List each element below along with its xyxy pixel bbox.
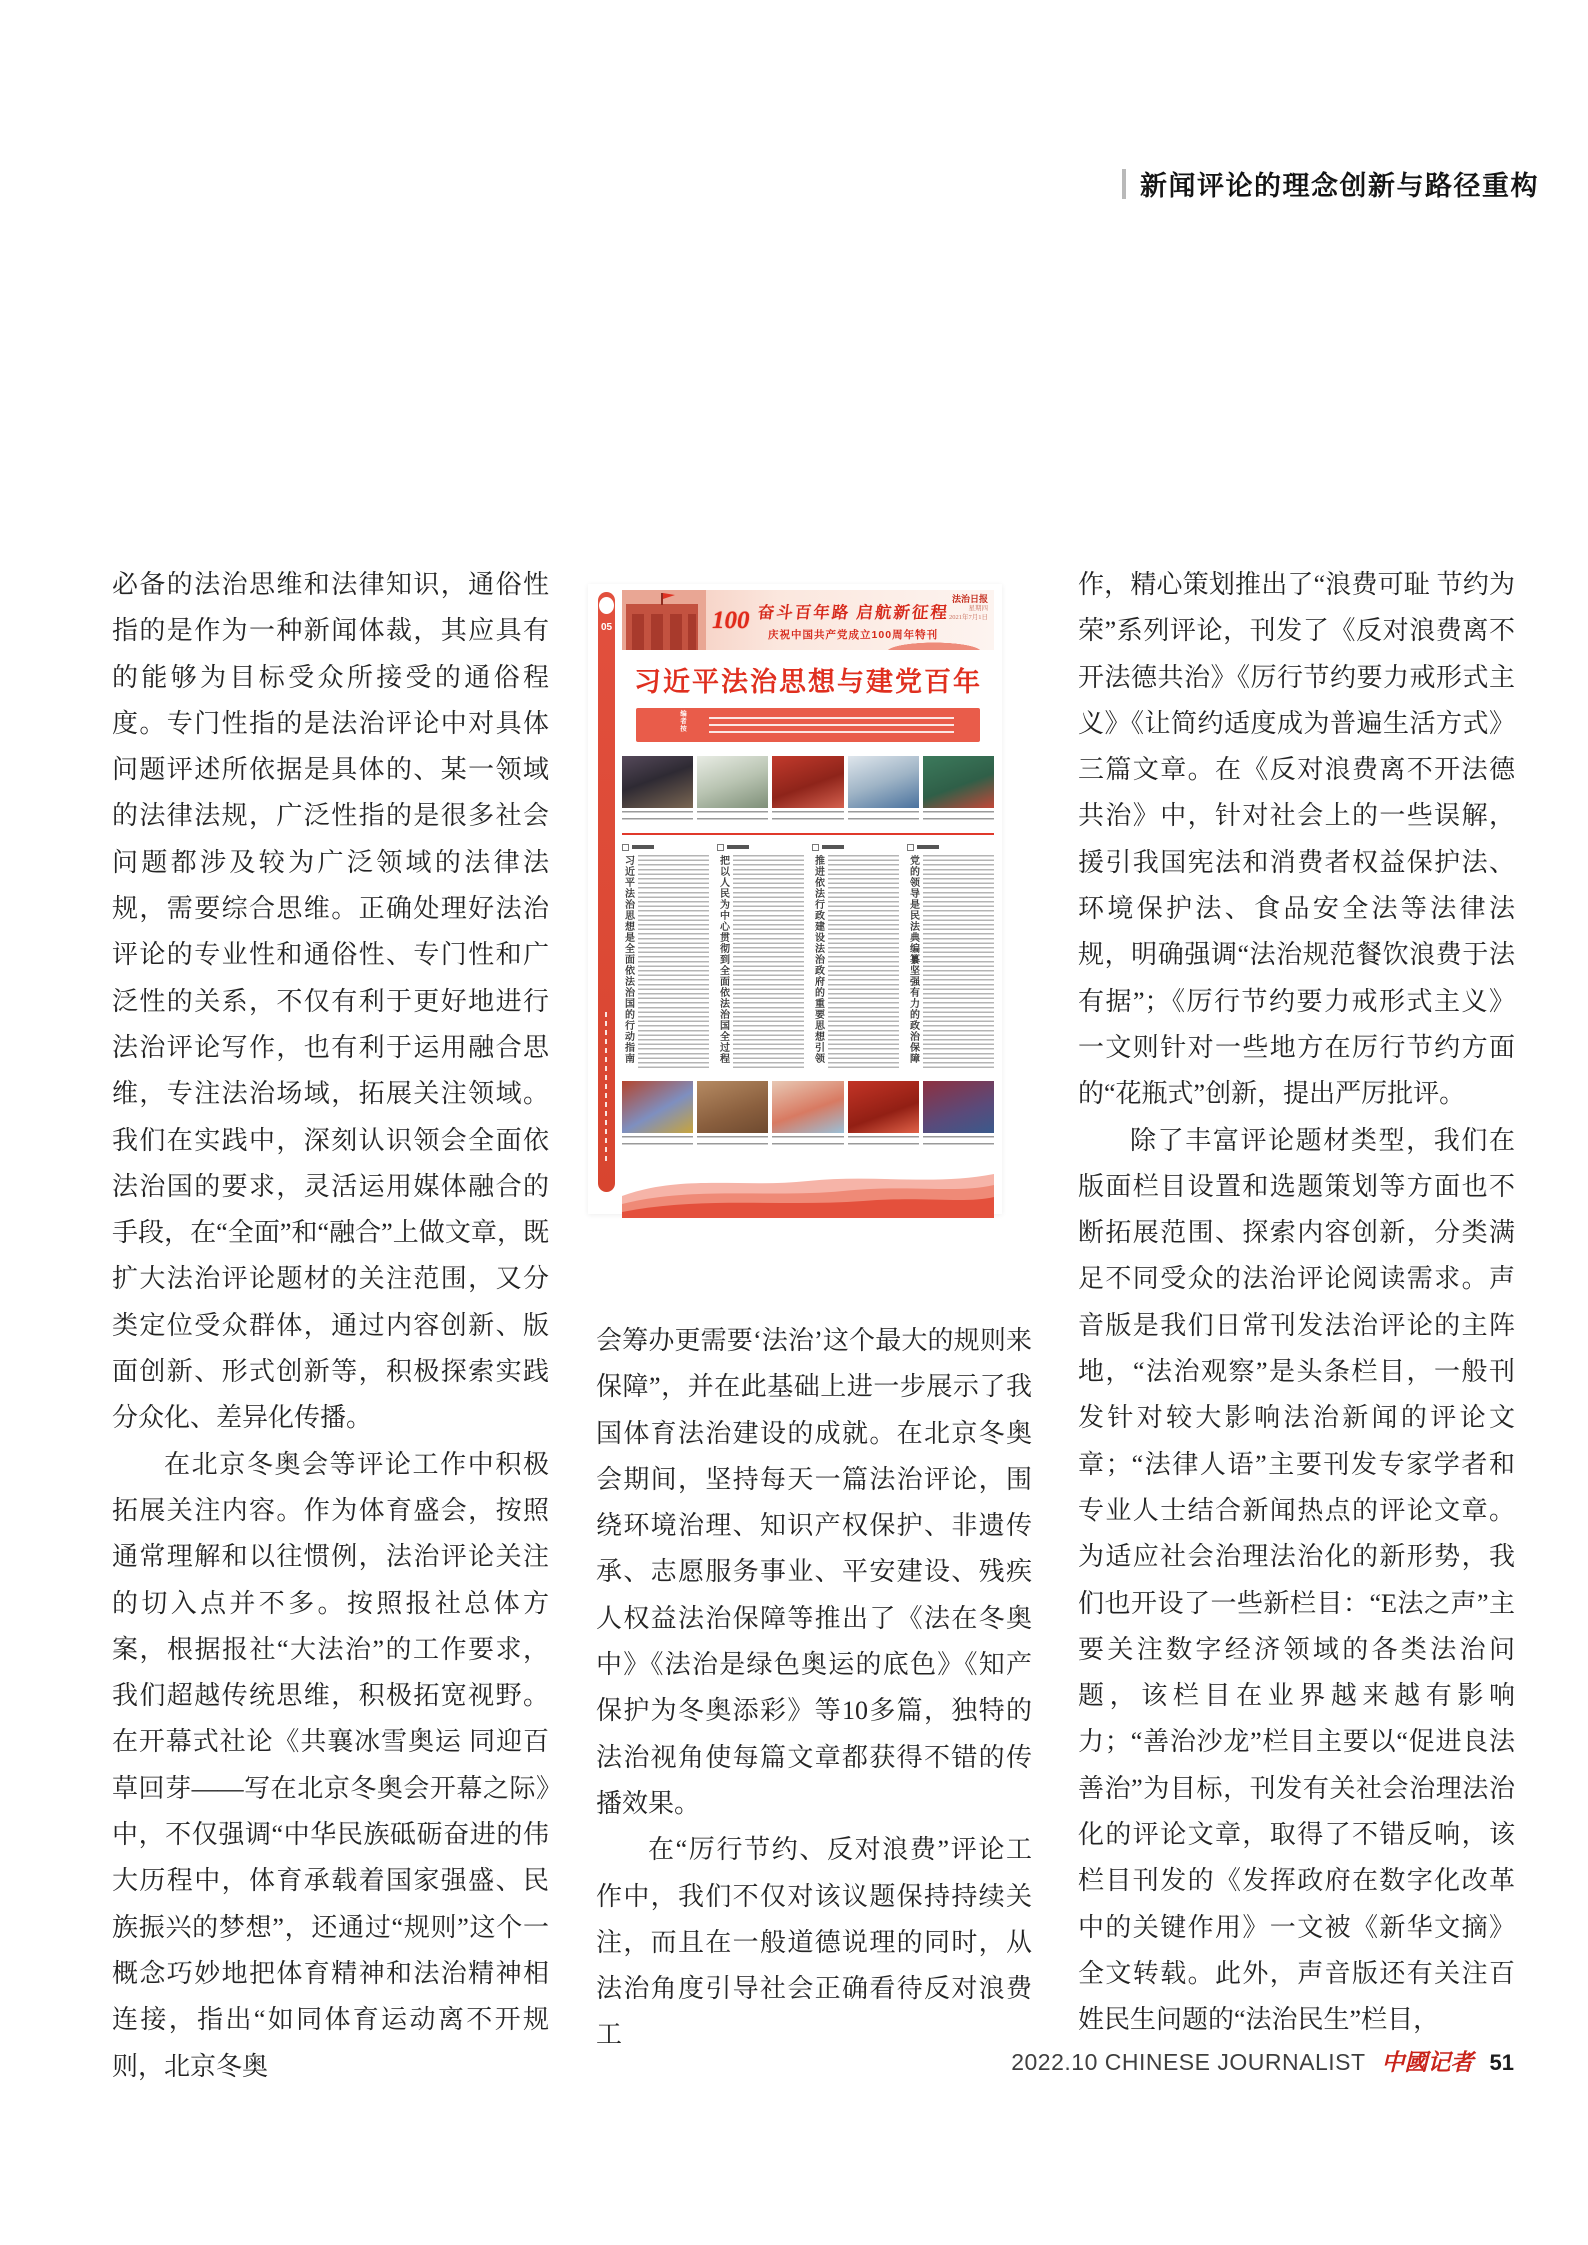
byline-name-placeholder	[822, 845, 844, 849]
newspaper-page-spine	[598, 592, 615, 1192]
article-paragraph: 在“厉行节约、反对浪费”评论工作中，我们不仅对该议题保持持续关注，而且在一般道德说理的同时，从法治角度引导社会正确看待反对浪费工	[596, 1835, 1032, 2050]
vertical-headline: 推进依法行政建设法治政府的重要思想引领	[812, 855, 824, 1064]
article-paragraph: 除了丰富评论题材类型，我们在版面栏目设置和选题策划等方面也不断拓展范围、探索内容创新，分类满足不同受众的法治评论阅读需求。声音版是我们日常刊发法治评论的主阵地，“法治观察”是头条栏目，一般刊发针对较大影响法治新闻的评论文章；“法律人语”主要刊发专家学者和专业人士结合新闻热点的评论文章。为适应社会治理法治化的新形势，我们也开设了一些新栏目：“E法之声”主要关注数字经济领域的各类法治问题，该栏目在业界越来越有影响力；“善治沙龙”栏目主要以“促进良法善治”为目标，刊发有关社会治理法治化的评论文章，取得了不错反响，该栏目刊发的《发挥政府在数字化改革中的关键作用》一文被《新华文摘》全文转载。此外，声音版还有关注百姓民生问题的“法治民生”栏目，	[1078, 1125, 1515, 2035]
news-photo	[923, 756, 994, 808]
photo-cell	[923, 1081, 994, 1150]
photo-cell	[697, 756, 768, 825]
newspaper-photo-row-bottom	[622, 1081, 994, 1150]
article-paragraph: 作，精心策划推出了“浪费可耻 节约为荣”系列评论，刊发了《反对浪费离不开法德共治》《厉行节约要力戒形式主义》《让简约适度成为普遍生活方式》三篇文章。在《反对浪费离不开法德共治》中，针对社会上的一些误解，援引我国宪法和消费者权益保护法、环境保护法、食品安全法等法律法规，明确强调“法治规范餐饮浪费于法有据”；《厉行节约要力戒形式主义》一文则针对一些地方在厉行节约方面的“花瓶式”创新，提出严厉批评。	[1078, 570, 1515, 1109]
banner-slogans	[758, 599, 949, 642]
newspaper-article	[717, 843, 804, 1069]
byline-square-icon	[907, 844, 914, 851]
spine-oval-mark	[599, 597, 614, 614]
article-paragraph: 必备的法治思维和法律知识，通俗性指的是作为一种新闻体裁，其应具有的能够为目标受众所接受的通俗程度。专门性指的是法治评论中对具体问题评述所依据是具体的、某一领域的法律法规，广泛性指的是很多社会问题都涉及较为广泛领域的法律法规，需要综合思维。正确处理好法治评论的专业性和通俗性、专门性和广泛性的关系，不仅有利于更好地进行法治评论写作，也有利于运用融合思维，专注法治场域，拓展关注领域。我们在实践中，深刻认识领会全面依法治国的要求，灵活运用媒体融合的手段，在“全面”和“融合”上做文章，既扩大法治评论题材的关注范围，又分类定位受众群体，通过内容创新、版面创新、形式创新等，积极探索实践分众化、差异化传播。	[112, 570, 549, 1433]
banner-slogan: 奋斗百年路 启航新征程	[756, 602, 950, 622]
newspaper-banner	[622, 590, 994, 650]
news-photo	[622, 756, 693, 808]
photo-cell	[772, 1081, 843, 1150]
news-photo	[772, 756, 843, 808]
photo-cell	[848, 1081, 919, 1150]
running-head-divider	[1122, 169, 1126, 199]
footer-page-number: 51	[1489, 2050, 1514, 2075]
news-photo	[697, 756, 768, 808]
newspaper-page-number: 05	[600, 622, 613, 633]
news-photo	[772, 1081, 843, 1133]
photo-caption-lines	[622, 1136, 693, 1150]
newspaper-photo-row-top	[622, 756, 994, 825]
article-column-left	[112, 562, 549, 2090]
newspaper-article	[812, 843, 899, 1069]
photo-caption-lines	[923, 1136, 994, 1150]
photo-caption-lines	[697, 1136, 768, 1150]
newspaper-article	[622, 843, 709, 1069]
byline-name-placeholder	[632, 845, 654, 849]
masthead-weekday: 星期四	[968, 605, 988, 612]
article-body-text-lines	[828, 855, 900, 1069]
newspaper-headline: 习近平法治思想与建党百年	[634, 667, 982, 697]
photo-cell	[697, 1081, 768, 1150]
news-photo	[848, 1081, 919, 1133]
news-photo	[697, 1081, 768, 1133]
editor-note-box	[636, 708, 980, 742]
masthead-date: 2021年7月1日	[949, 614, 988, 621]
photo-cell	[772, 756, 843, 825]
photo-caption-lines	[848, 811, 919, 825]
photo-caption-lines	[848, 1136, 919, 1150]
photo-cell	[848, 756, 919, 825]
banner-wave-graphic	[874, 640, 994, 650]
article-column-middle	[596, 1318, 1032, 2059]
editor-note-text-lines	[709, 717, 954, 733]
photo-cell	[923, 756, 994, 825]
article-paragraph: 会筹办更需要‘法治’这个最大的规则来保障”，并在此基础上进一步展示了我国体育法治建设的成就。在北京冬奥会期间，坚持每天一篇法治评论，围绕环境治理、知识产权保护、非遗传承、志愿服务事业、平安建设、残疾人权益法治保障等推出了《法在冬奥中》《法治是绿色奥运的底色》《知产保护为冬奥添彩》等10多篇，独特的法治视角使每篇文章都获得不错的传播效果。	[596, 1326, 1032, 1818]
running-head-title: 新闻评论的理念创新与路径重构	[1140, 171, 1539, 201]
photo-caption-lines	[772, 1136, 843, 1150]
editor-note-label: 编者按	[679, 710, 686, 733]
running-head	[1122, 164, 1539, 203]
vertical-headline: 习近平法治思想是全面依法治国的行动指南	[622, 855, 634, 1064]
spine-vertical-text	[605, 1012, 607, 1162]
footer-issue-text: 2022.10 CHINESE JOURNALIST	[1011, 2049, 1366, 2075]
article-body-text-lines	[733, 855, 805, 1069]
newspaper-article-columns	[622, 843, 994, 1069]
banner-subtitle: 庆祝中国共产党成立100周年特刊	[768, 628, 939, 641]
author-byline	[622, 843, 709, 851]
photo-cell	[622, 756, 693, 825]
news-photo	[848, 756, 919, 808]
news-photo	[622, 1081, 693, 1133]
photo-cell	[622, 1081, 693, 1150]
centenary-100-logo: 100	[712, 606, 750, 634]
page-footer	[1011, 2044, 1514, 2077]
banner-building-photo	[622, 590, 706, 650]
photo-caption-lines	[697, 811, 768, 825]
newspaper-article	[907, 843, 994, 1069]
byline-name-placeholder	[727, 845, 749, 849]
photo-caption-lines	[923, 811, 994, 825]
newspaper-content	[622, 584, 994, 1218]
author-byline	[812, 843, 899, 851]
photo-caption-lines	[772, 811, 843, 825]
article-body-text-lines	[923, 855, 995, 1069]
red-rule-divider	[622, 833, 994, 835]
newspaper-clipping	[588, 584, 1002, 1214]
newspaper-masthead	[949, 595, 988, 622]
author-byline	[717, 843, 804, 851]
article-paragraph: 在北京冬奥会等评论工作中积极拓展关注内容。作为体育盛会，按照通常理解和以往惯例，法治评论关注的切入点并不多。按照报社总体方案，根据报社“大法治”的工作要求，我们超越传统思维，积极拓宽视野。在开幕式社论《共襄冰雪奥运 同迎百草回芽——写在北京冬奥会开幕之际》中，不仅强调“中华民族砥砺奋进的伟大历程中，体育承载着国家强盛、民族振兴的梦想”，还通过“规则”这个一概念巧妙地把体育精神和法治精神相连接，指出“如同体育运动离不开规则，北京冬奥	[112, 1449, 549, 2081]
photo-caption-lines	[622, 811, 693, 825]
article-body-text-lines	[638, 855, 710, 1069]
red-waves-graphic	[622, 1156, 994, 1218]
vertical-headline: 把以人民为中心贯彻到全面依法治国全过程	[717, 855, 729, 1064]
masthead-name: 法治日报	[951, 594, 988, 604]
byline-square-icon	[622, 844, 629, 851]
footer-brand-logo: 中國记者	[1381, 2050, 1474, 2075]
vertical-headline: 党的领导是民法典编纂坚强有力的政治保障	[907, 855, 919, 1064]
byline-square-icon	[717, 844, 724, 851]
author-byline	[907, 843, 994, 851]
byline-name-placeholder	[917, 845, 939, 849]
article-column-right	[1078, 562, 1515, 2044]
byline-square-icon	[812, 844, 819, 851]
news-photo	[923, 1081, 994, 1133]
